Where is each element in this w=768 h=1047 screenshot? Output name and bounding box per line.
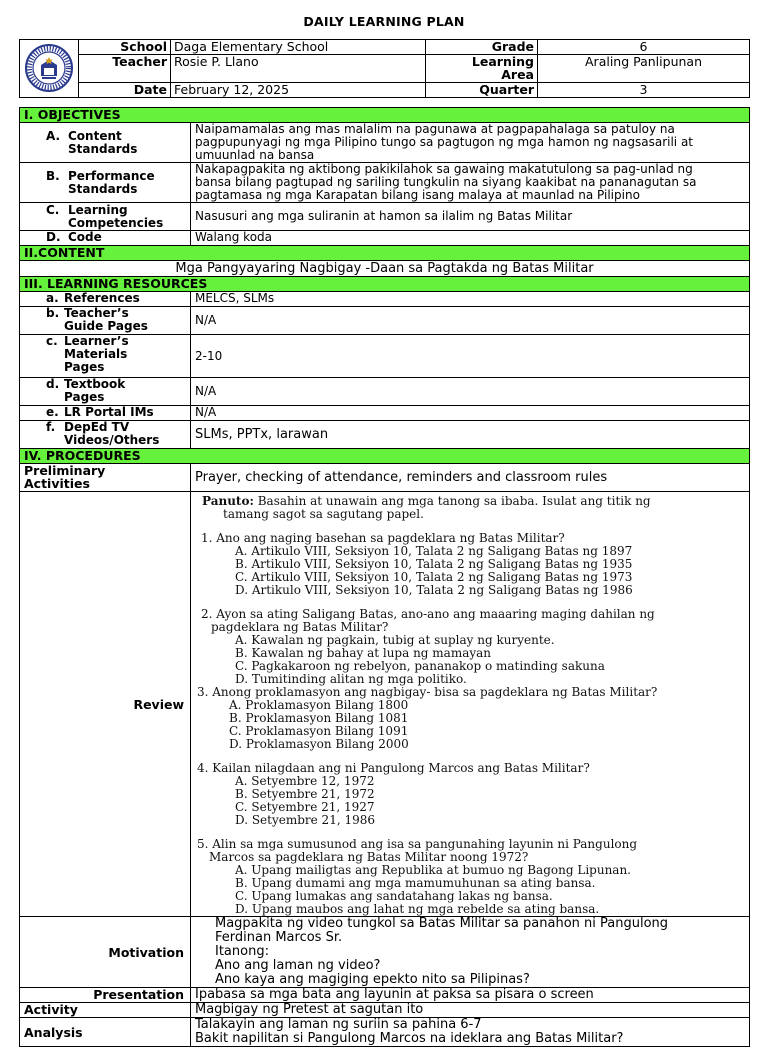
quiz-option: C. Setyembre 21, 1927: [235, 800, 375, 814]
analysis-label: Analysis: [20, 1018, 191, 1047]
learning-competencies-label-line: Learning: [68, 202, 128, 217]
lr-portal-label-text: LR Portal IMs: [64, 405, 154, 419]
quiz-option: A. Setyembre 12, 1972: [235, 774, 375, 788]
quiz-option: A. Artikulo VIII, Seksiyon 10, Talata 2 ng Saligang Batas ng 1897: [235, 544, 633, 558]
learning-area-label: [426, 55, 538, 83]
textbook-pages-letter: d.: [46, 377, 60, 391]
references-label: [20, 292, 191, 307]
content-standards-value: [191, 123, 750, 163]
learners-materials-label-line: Materials: [64, 347, 128, 361]
performance-standards-line: pagtamasa ng mga Karapatan bilang isang malaya at maunlad na Pilipino: [195, 188, 640, 202]
learning-area-value: Araling Panlipunan: [538, 55, 750, 83]
textbook-pages-value: N/A: [191, 378, 750, 406]
learning-resources-heading: III. LEARNING RESOURCES: [20, 277, 750, 292]
quiz-question: pagdeklara ng Batas Militar?: [211, 620, 389, 634]
code-label: [20, 231, 191, 246]
learners-materials-value: 2-10: [191, 335, 750, 378]
learning-competencies-label-line: Competencies: [68, 215, 164, 230]
content-heading: II.CONTENT: [20, 246, 750, 261]
learners-materials-label-line: Pages: [64, 360, 105, 374]
quiz-option: D. Upang maubos ang lahat ng mga rebelde sa ating bansa.: [235, 902, 600, 916]
quiz-option: C. Artikulo VIII, Seksiyon 10, Talata 2 ng Saligang Batas ng 1973: [235, 570, 633, 584]
quiz-question: 3. Anong proklamasyon ang nagbigay- bisa sa pagdeklara ng Batas Militar?: [197, 685, 658, 699]
teachers-guide-value: N/A: [191, 307, 750, 335]
quiz-option: B. Proklamasyon Bilang 1081: [229, 711, 409, 725]
content-standards-line: umuunlad na bansa: [195, 148, 315, 162]
learning-area-label-line: Learning: [471, 54, 534, 69]
deped-tv-label-line: DepEd TV: [64, 420, 130, 434]
learners-materials-letter: c.: [46, 334, 58, 348]
preliminary-label-line: Activities: [24, 476, 90, 491]
quiz-question: 1. Ano ang naging basehan sa pagdeklara ng Batas Militar?: [201, 531, 565, 545]
quarter-label: Quarter: [426, 83, 538, 98]
learning-competencies-label: [20, 203, 191, 231]
content-topic: Mga Pangyayaring Nagbigay -Daan sa Pagtakda ng Batas Militar: [20, 261, 750, 277]
code-letter: D.: [46, 230, 61, 244]
teachers-guide-letter: b.: [46, 306, 60, 320]
activity-value: Magbigay ng Pretest at sagutan ito: [191, 1003, 750, 1018]
performance-standards-label: [20, 163, 191, 203]
grade-label: Grade: [426, 40, 538, 55]
motivation-line: Ano kaya ang magiging epekto nito sa Pilipinas?: [215, 972, 530, 987]
deped-tv-label: [20, 421, 191, 449]
performance-standards-label-line: Performance: [68, 168, 155, 183]
quiz-option: B. Kawalan ng bahay at lupa ng mamayan: [235, 646, 492, 660]
references-label-text: References: [64, 291, 140, 305]
code-value: Walang koda: [191, 231, 750, 246]
preliminary-activities-value: Prayer, checking of attendance, reminders and classroom rules: [191, 464, 750, 492]
textbook-pages-label-line: Textbook: [64, 377, 126, 391]
learners-materials-label: [20, 335, 191, 378]
document-title: DAILY LEARNING PLAN: [303, 14, 465, 29]
quiz-question: 5. Alin sa mga sumusunod ang isa sa pangunahing layunin ni Pangulong: [197, 837, 638, 851]
teacher-value: Rosie P. Llano: [171, 55, 426, 83]
analysis-line: Bakit napilitan si Pangulong Marcos na ideklara ang Batas Militar?: [195, 1031, 624, 1046]
lr-portal-label: [20, 406, 191, 421]
quarter-value: 3: [538, 83, 750, 98]
motivation-label: Motivation: [20, 917, 191, 988]
quiz-option: B. Artikulo VIII, Seksiyon 10, Talata 2 ng Saligang Batas ng 1935: [235, 557, 633, 571]
performance-standards-value: [191, 163, 750, 203]
code-label-text: Code: [68, 230, 102, 244]
quiz-question: 4. Kailan nilagdaan ang ni Pangulong Marcos ang Batas Militar?: [197, 761, 590, 775]
learning-competencies-letter: C.: [46, 202, 60, 217]
teachers-guide-label-line: Teacher’s: [64, 306, 129, 320]
content-standards-line: Naipamamalas ang mas malalim na pagunawa at pagpapahalaga sa patuloy na: [195, 122, 675, 136]
lr-portal-letter: e.: [46, 405, 59, 419]
performance-standards-letter: B.: [46, 168, 60, 183]
teacher-label: Teacher: [79, 55, 171, 83]
references-value: MELCS, SLMs: [191, 292, 750, 307]
motivation-line: Itanong:: [215, 944, 269, 959]
date-label: Date: [79, 83, 171, 98]
grade-value: 6: [538, 40, 750, 55]
review-quiz-image: [191, 492, 750, 917]
preliminary-activities-label: [20, 464, 191, 492]
panuto-label: Panuto:: [202, 494, 254, 508]
quiz-option: D. Proklamasyon Bilang 2000: [229, 737, 409, 751]
school-value: Daga Elementary School: [171, 40, 426, 55]
analysis-line: Talakayin ang laman ng suriin sa pahina 6-7: [195, 1017, 482, 1032]
performance-standards-line: bansa bilang pagtupad ng sariling tungkulin na siyang kaakibat na pananagutan sa: [195, 175, 697, 189]
quiz-option: B. Setyembre 21, 1972: [235, 787, 375, 801]
content-standards-line: pagpupunyagi ng mga Pilipino tungo sa pagtugon ng mga hamon ng nagsasarili at: [195, 135, 693, 149]
content-standards-label-line: Standards: [68, 141, 138, 156]
analysis-value: [191, 1018, 750, 1047]
presentation-label: Presentation: [20, 988, 191, 1003]
content-standards-letter: A.: [46, 128, 61, 143]
teachers-guide-label-line: Guide Pages: [64, 319, 148, 333]
deped-tv-value: SLMs, PPTx, larawan: [191, 421, 750, 449]
school-label: School: [79, 40, 171, 55]
lr-portal-value: N/A: [191, 406, 750, 421]
deped-seal-icon: [24, 43, 74, 93]
preliminary-label-line: Preliminary: [24, 463, 106, 478]
deped-tv-letter: f.: [46, 420, 56, 434]
textbook-pages-label: [20, 378, 191, 406]
quiz-option: C. Upang lumakas ang sandatahang lakas ng bansa.: [235, 889, 553, 903]
learners-materials-label-line: Learner’s: [64, 334, 129, 348]
quiz-option: D. Tumitinding alitan ng mga politiko.: [235, 672, 467, 686]
quiz-option: A. Upang mailigtas ang Republika at bumuo ng Bagong Lipunan.: [235, 863, 631, 877]
content-standards-label-line: Content: [68, 128, 122, 143]
header-table: [19, 39, 750, 98]
lesson-plan-table: [19, 107, 750, 1047]
quiz-option: C. Pagkakaroon ng rebelyon, pananakop o matinding sakuna: [235, 659, 605, 673]
presentation-value: Ipabasa sa mga bata ang layunin at paksa sa pisara o screen: [191, 988, 750, 1003]
quiz-option: D. Artikulo VIII, Seksiyon 10, Talata 2 ng Saligang Batas ng 1986: [235, 583, 633, 597]
quiz-option: D. Setyembre 21, 1986: [235, 813, 375, 827]
motivation-value: [191, 917, 750, 988]
references-letter: a.: [46, 291, 59, 305]
learning-competencies-value: Nasusuri ang mga suliranin at hamon sa ilalim ng Batas Militar: [191, 203, 750, 231]
quiz-option: C. Proklamasyon Bilang 1091: [229, 724, 409, 738]
deped-seal-logo: [20, 40, 79, 98]
performance-standards-line: Nakapagpakita ng aktibong pakikilahok sa gawaing makatutulong sa pag-unlad ng: [195, 162, 693, 176]
motivation-line: Ferdinan Marcos Sr.: [215, 930, 343, 945]
date-value: February 12, 2025: [171, 83, 426, 98]
textbook-pages-label-line: Pages: [64, 390, 105, 404]
objectives-heading: I. OBJECTIVES: [20, 108, 750, 123]
teachers-guide-label: [20, 307, 191, 335]
quiz-option: A. Proklamasyon Bilang 1800: [229, 698, 409, 712]
quiz-question: Marcos sa pagdeklara ng Batas Militar noong 1972?: [209, 850, 529, 864]
learning-area-label-line: Area: [501, 67, 534, 82]
motivation-line: Ano ang laman ng video?: [215, 958, 381, 973]
panuto-text: tamang sagot sa sagutang papel.: [223, 507, 424, 521]
procedures-heading: IV. PROCEDURES: [20, 449, 750, 464]
panuto-text: Basahin at unawain ang mga tanong sa ibaba. Isulat ang titik ng: [257, 494, 651, 508]
quiz-option: B. Upang dumami ang mga mamumuhunan sa ating bansa.: [235, 876, 596, 890]
performance-standards-label-line: Standards: [68, 181, 138, 196]
motivation-line: Magpakita ng video tungkol sa Batas Militar sa panahon ni Pangulong: [215, 916, 669, 931]
quiz-option: A. Kawalan ng pagkain, tubig at suplay ng kuryente.: [235, 633, 555, 647]
quiz-question: 2. Ayon sa ating Saligang Batas, ano-ano ang maaaring maging dahilan ng: [201, 607, 655, 621]
review-label: Review: [20, 492, 191, 917]
activity-label: Activity: [20, 1003, 191, 1018]
content-standards-label: [20, 123, 191, 163]
deped-tv-label-line: Videos/Others: [64, 433, 160, 447]
